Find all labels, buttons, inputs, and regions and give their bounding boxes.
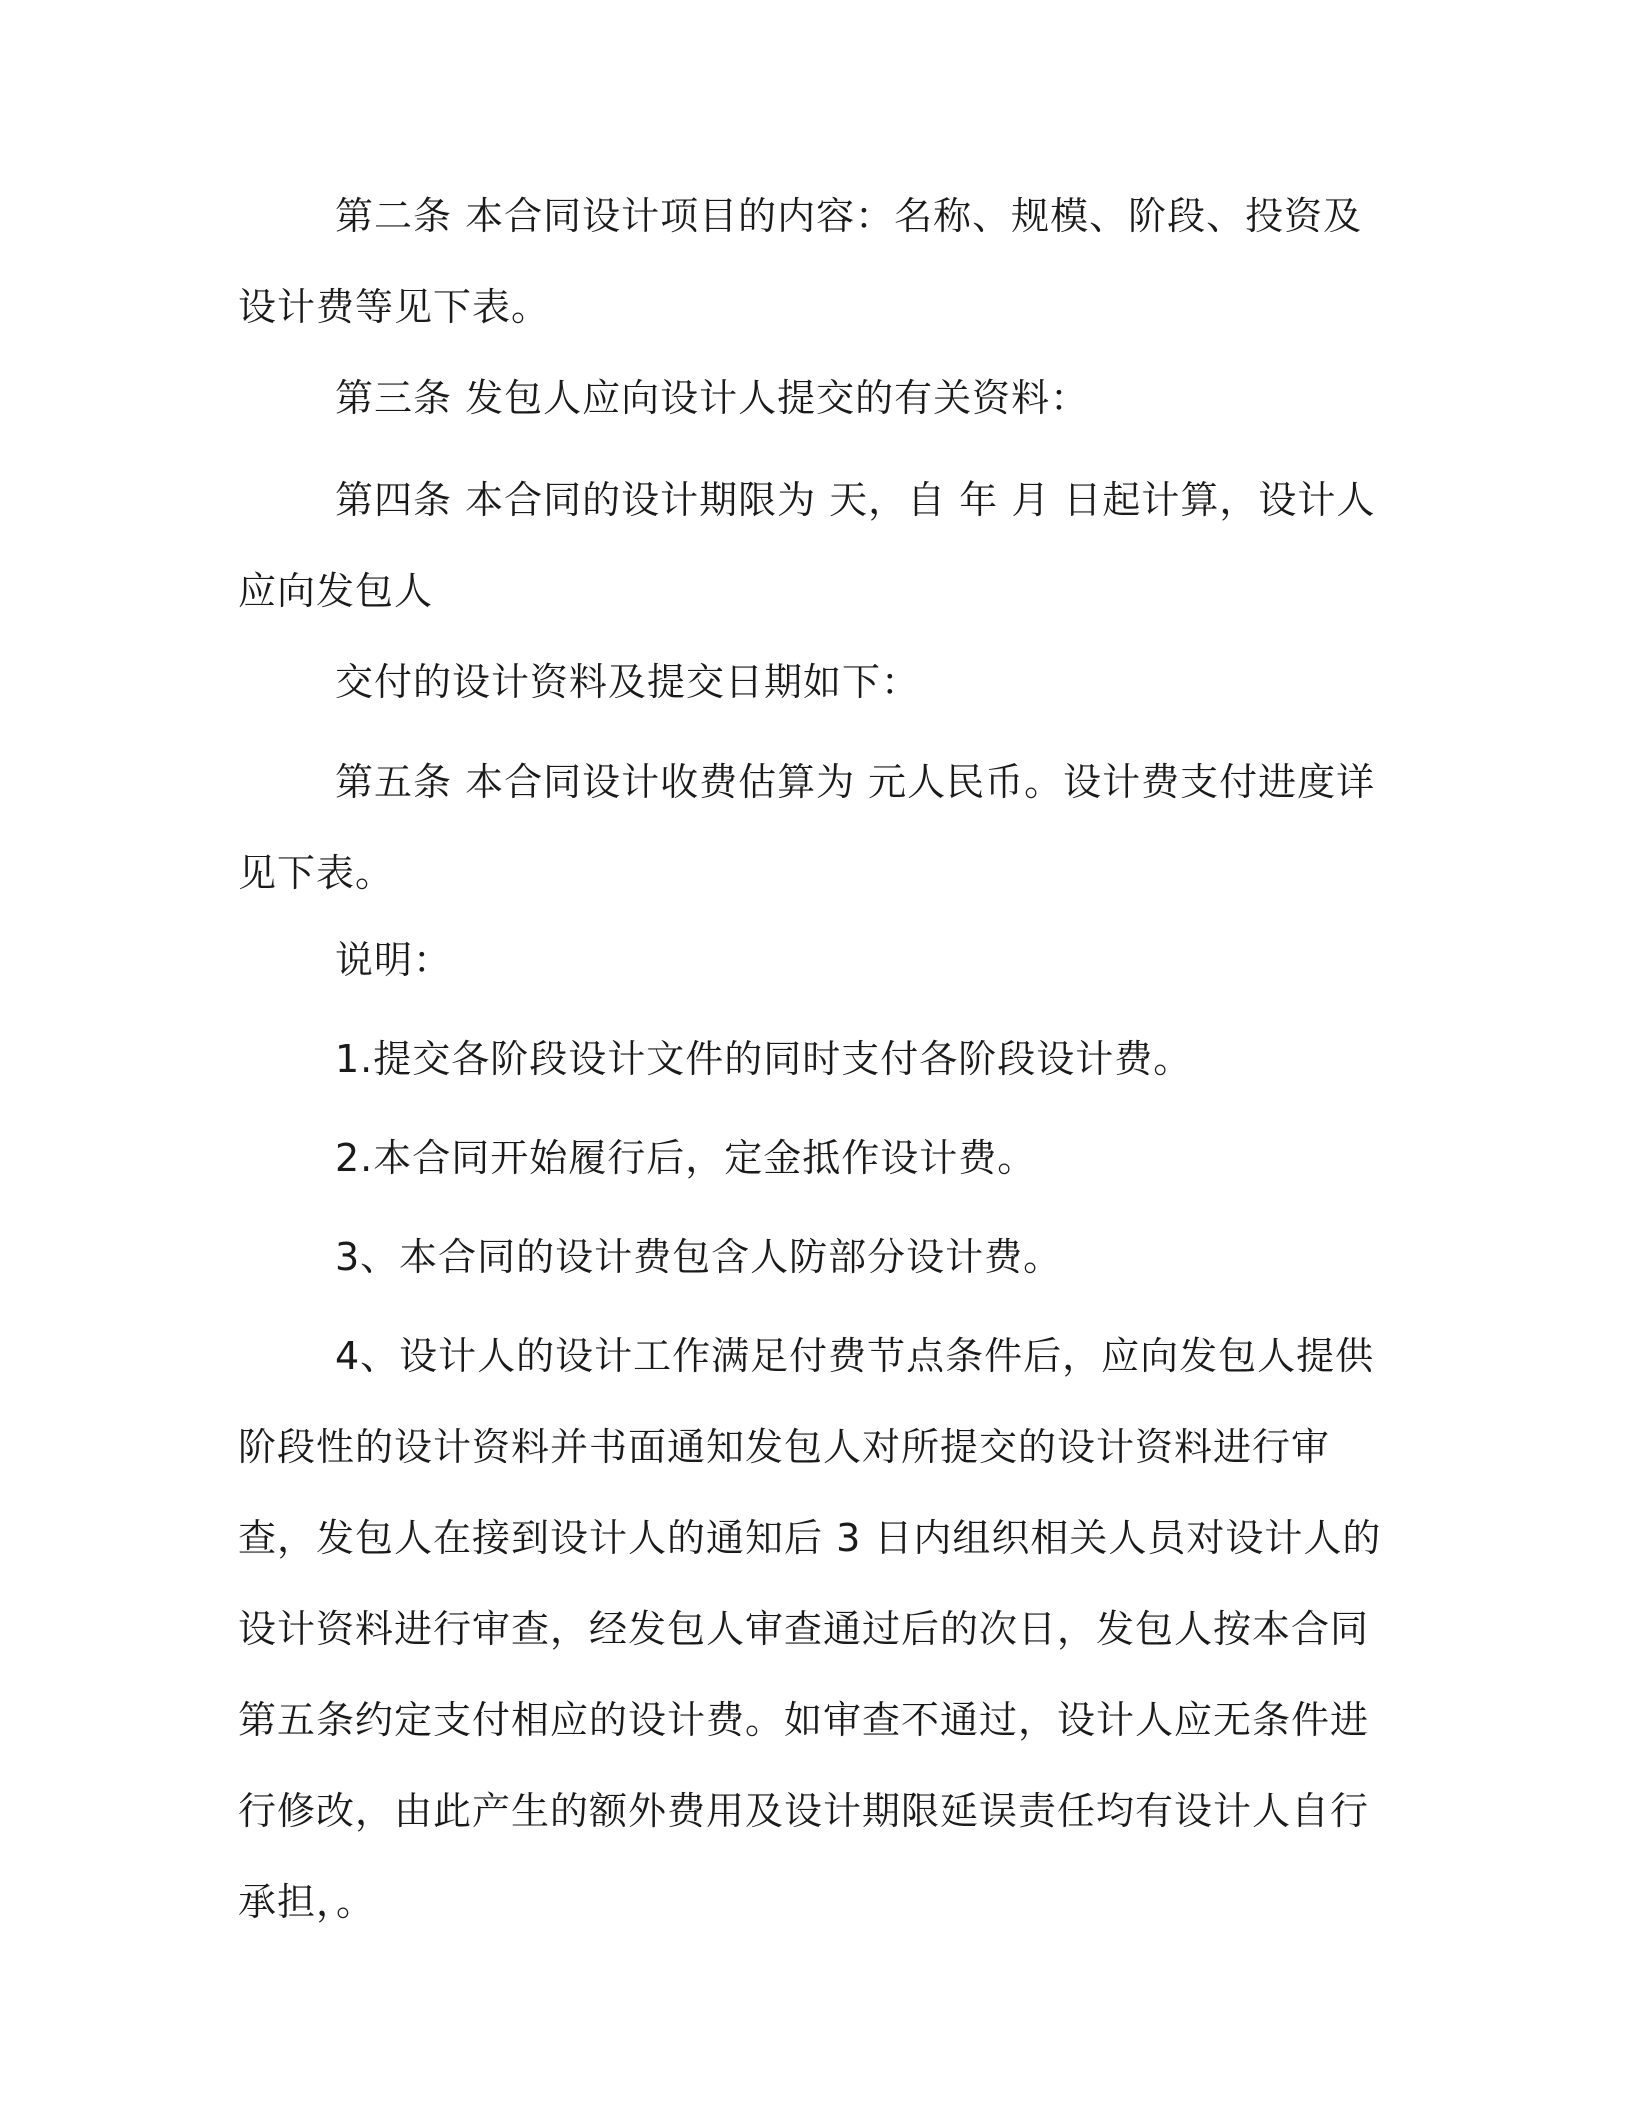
delivery-schedule-paragraph: 交付的设计资料及提交日期如下： — [335, 660, 921, 704]
article-4-paragraph: 第四条 本合同的设计期限为 天，自 年 月 日起计算，设计人应向发包人 — [238, 478, 1376, 613]
article-3-paragraph: 第三条 发包人应向设计人提交的有关资料： — [335, 376, 1090, 420]
note-4-paragraph: 4、设计人的设计工作满足付费节点条件后，应向发包人提供阶段性的设计资料并书面通知发包人对所提交的设计资料进行审查，发包人在接到设计人的通知后 3 日内组织相关人员对设计人的设计资料进行审查，经发包人审查通过后的次日，发包人按本合同第五条约定支付相应的设计费。如审查不通过，设计人应无条件进行修改，由此产生的额外费用及设计期限延误责任均有设计人自行承担，。 — [238, 1334, 1382, 1924]
article-5-paragraph: 第五条 本合同设计收费估算为 元人民币。设计费支付进度详见下表。 — [238, 760, 1376, 895]
note-3-paragraph: 3、本合同的设计费包含人防部分设计费。 — [335, 1235, 1063, 1279]
note-2-paragraph: 2.本合同开始履行后，定金抵作设计费。 — [335, 1136, 1037, 1180]
article-2-paragraph: 第二条 本合同设计项目的内容：名称、规模、阶段、投资及设计费等见下表。 — [238, 194, 1363, 329]
notes-heading: 说明： — [335, 938, 453, 982]
note-1-paragraph: 1.提交各阶段设计文件的同时支付各阶段设计费。 — [335, 1037, 1193, 1081]
